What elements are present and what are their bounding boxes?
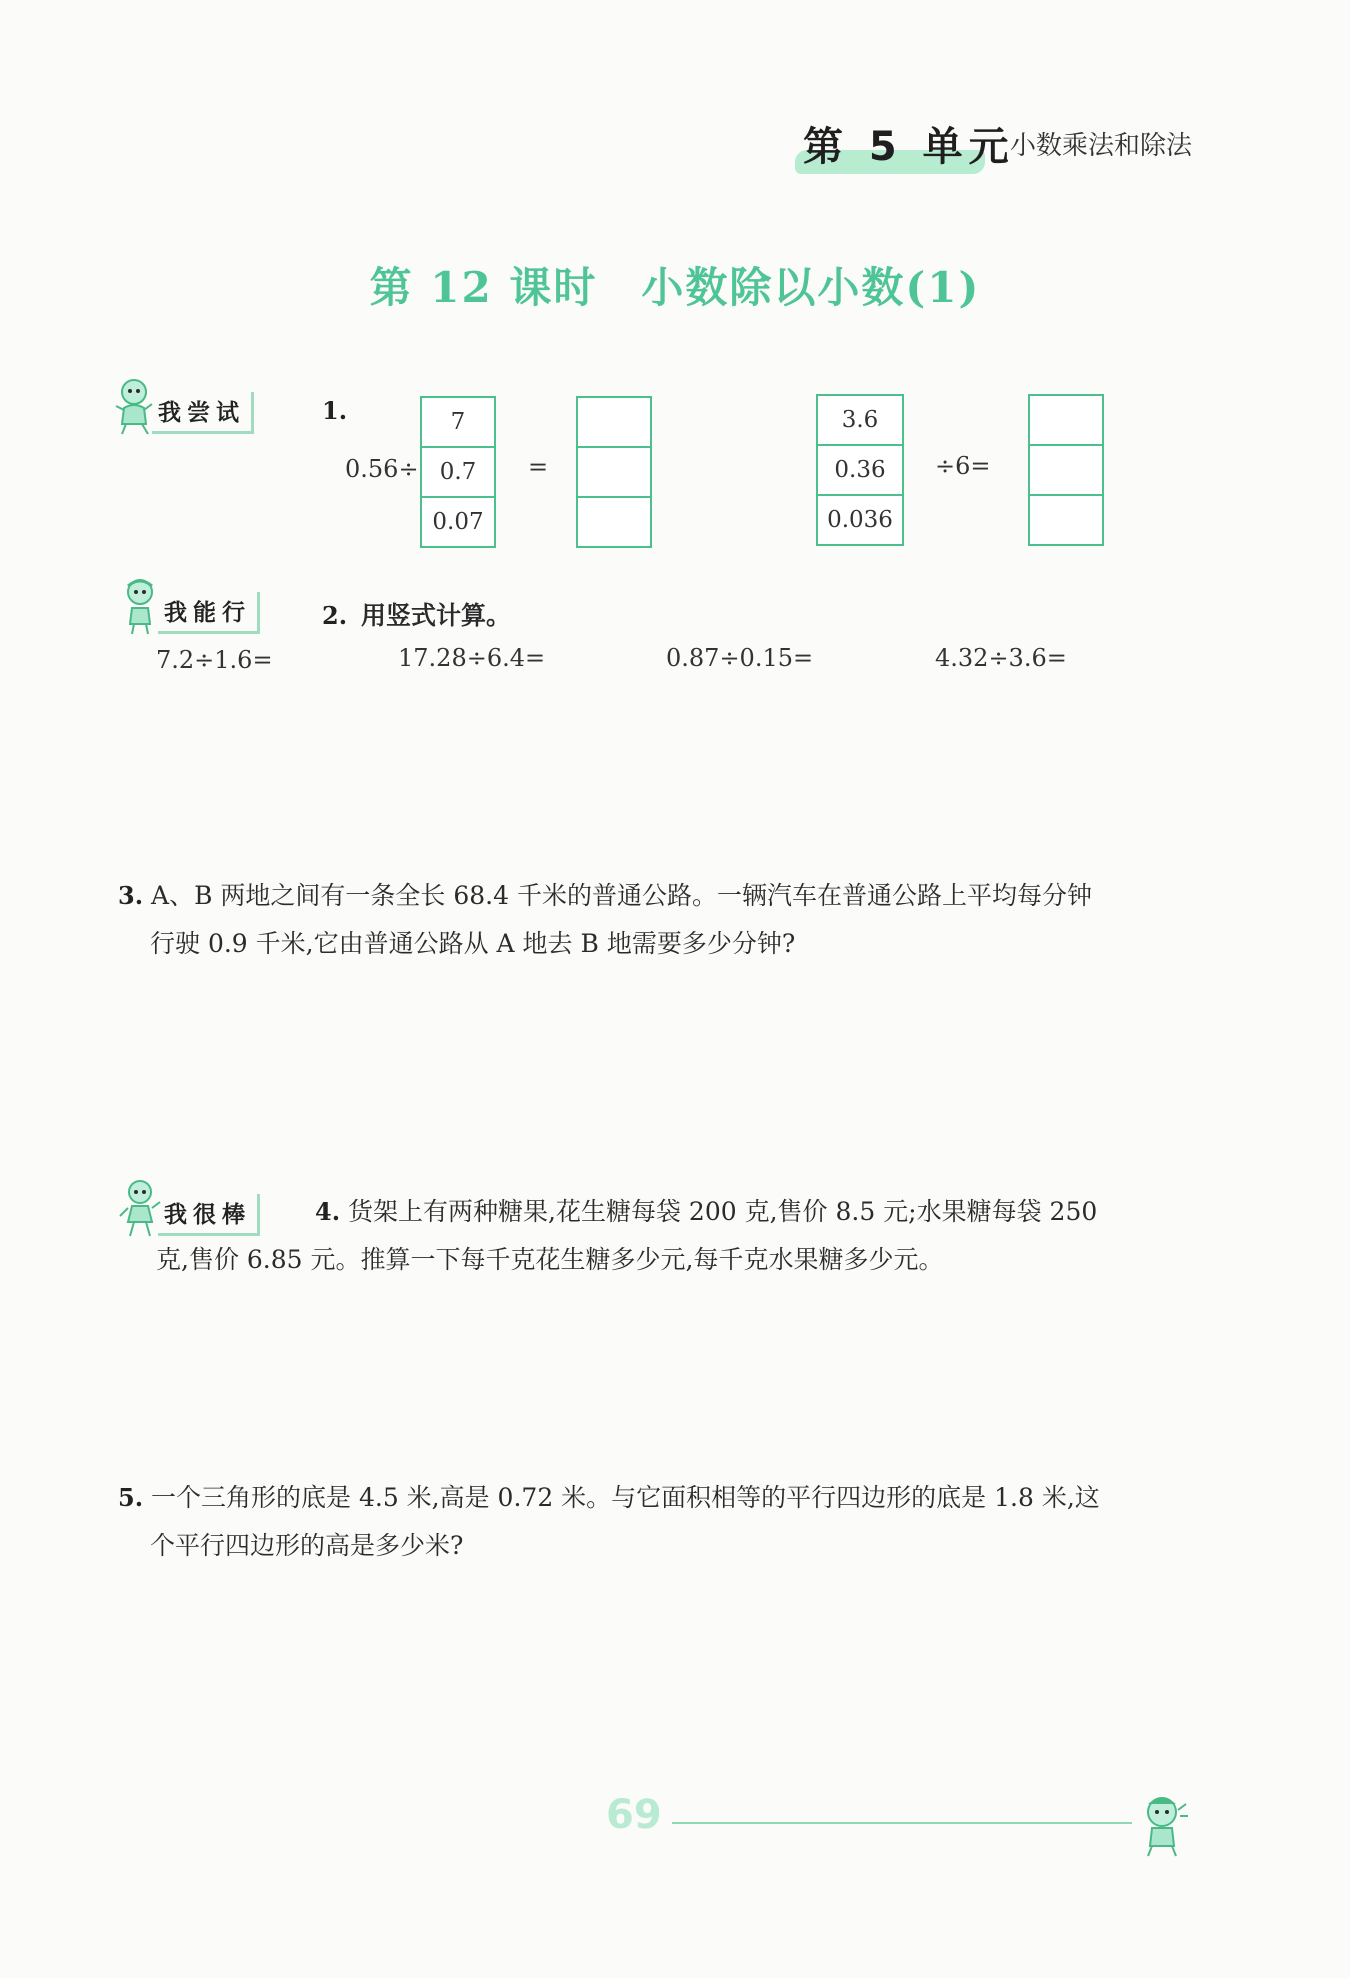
q2-number: 2. [322,601,348,630]
q1-right-stack-cell: 0.36 [818,446,902,496]
answer-box[interactable] [1030,446,1102,496]
tag-try [112,390,312,430]
q1-right-suffix: ÷6= [935,452,991,480]
q2-prompt: 用竖式计算。 [361,601,512,630]
q1-left-answer-boxes[interactable] [576,396,652,548]
q4-line1-wrap [315,1188,1245,1236]
tag-great [118,1192,318,1232]
unit-subtitle: 小数乘法和除法 [1010,131,1193,161]
q1-left-stack-cell: 0.07 [432,509,484,535]
q2-expression: 17.28÷6.4= [398,644,546,672]
q1-right-stack [816,394,904,546]
q1-equals: = [528,453,549,481]
q3-line2: 行驶 0.9 千米,它由普通公路从 A 地去 B 地需要多少分钟? [150,929,796,958]
q5-line1: 一个三角形的底是 4.5 米,高是 0.72 米。与它面积相等的平行四边形的底是 1.8 米,这 [151,1483,1100,1512]
q2-expression: 7.2÷1.6= [156,646,273,674]
q2-expression: 4.32÷3.6= [935,644,1067,672]
q2-expression: 0.87÷0.15= [666,644,814,672]
q1-left-stack [420,396,496,548]
page-number: 69 [606,1792,662,1838]
tag-can [118,590,318,630]
tag-try-label: 我尝试 [152,392,254,434]
q1-left-stack-cell: 0.7 [422,448,494,498]
unit-header [795,115,1015,185]
q1-right-stack-cell: 0.036 [827,507,893,533]
q4-number: 4. [315,1197,341,1226]
q5-line2: 个平行四边形的高是多少米? [150,1531,464,1560]
tag-can-label: 我能行 [158,592,260,634]
unit-title: 第 5 单元 [803,124,1015,170]
q5-number: 5. [118,1483,144,1512]
q1-left-stack-cell: 7 [422,398,494,448]
q3-number: 3. [118,881,144,910]
tag-great-label: 我很棒 [158,1194,260,1236]
answer-box[interactable] [1030,496,1102,544]
q1-right-answer-boxes[interactable] [1028,394,1104,546]
q1-right-stack-cell: 3.6 [818,396,902,446]
answer-box[interactable] [578,498,650,546]
q4-line2: 克,售价 6.85 元。推算一下每千克花生糖多少元,每千克水果糖多少元。 [156,1245,944,1274]
footer-divider [672,1822,1132,1824]
boy-mascot-icon [1128,1790,1198,1860]
answer-box[interactable] [578,398,650,448]
answer-box[interactable] [1030,396,1102,446]
q1-number: 1. [322,396,348,425]
q2-header [322,596,511,632]
q3-block [118,872,1218,968]
q5-block [118,1474,1238,1570]
answer-box[interactable] [578,448,650,498]
q1-left-prefix: 0.56÷ [345,455,419,483]
q3-line1: A、B 两地之间有一条全长 68.4 千米的普通公路。一辆汽车在普通公路上平均每分钟 [151,881,1092,910]
q4-line1: 货架上有两种糖果,花生糖每袋 200 克,售价 8.5 元;水果糖每袋 250 [348,1197,1098,1226]
lesson-title: 第 12 课时 小数除以小数(1) [369,263,981,312]
